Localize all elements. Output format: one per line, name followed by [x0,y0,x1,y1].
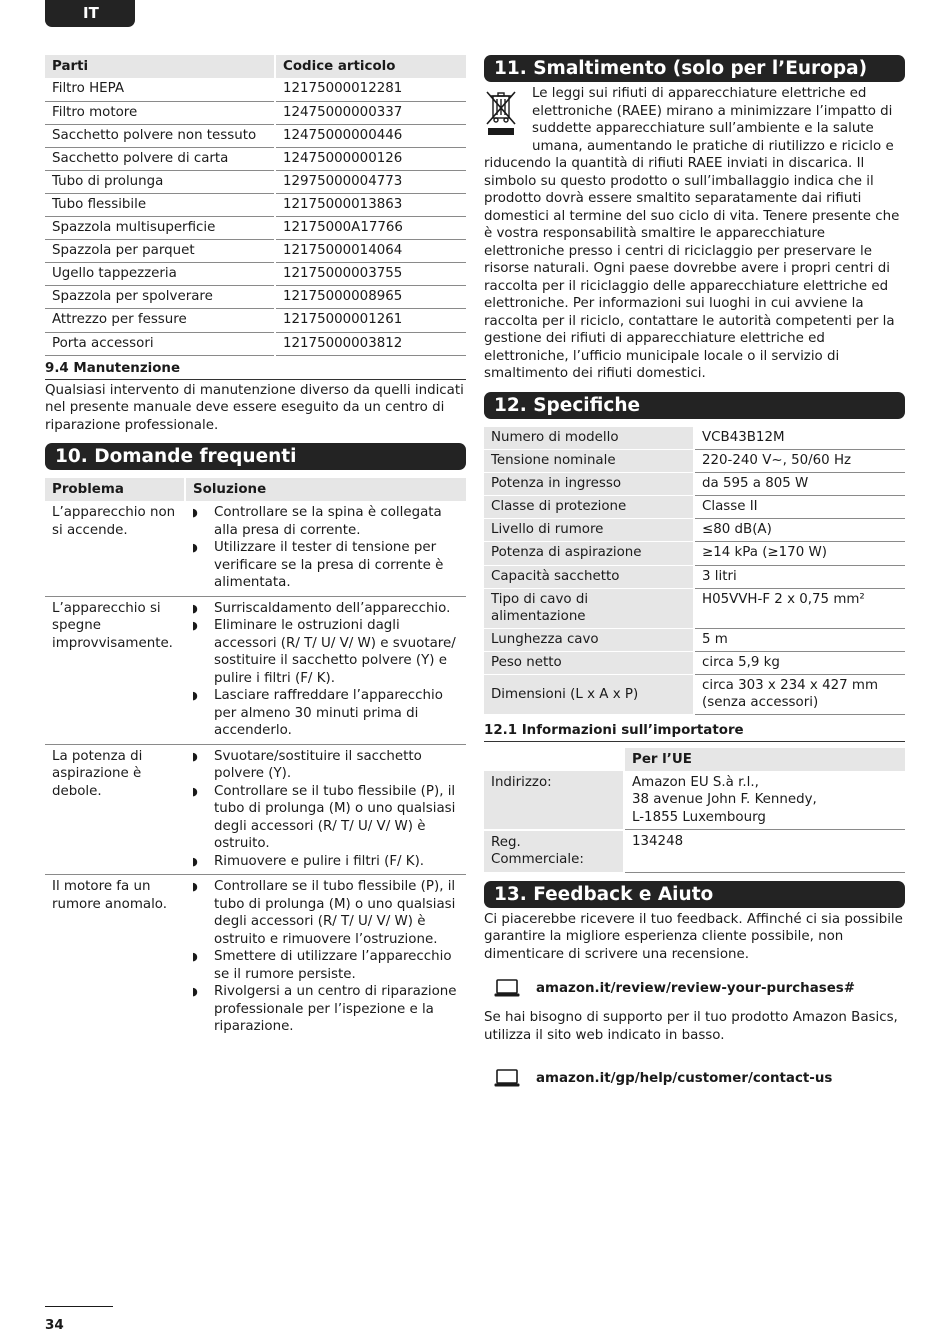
review-link-row[interactable] [494,978,905,998]
spec-value: circa 303 x 234 x 427 mm (senza accessori) [694,674,905,714]
part-name: Sacchetto polvere non tessuto [45,124,275,147]
faq-header-problem: Problema [45,478,185,501]
parts-table [45,55,466,356]
solution-item: ◗ Eliminare le ostruzioni dagli accessori (R/ T/ U/ V/ W) e svuotare/ sostituire il sacchetto polvere (Y) e pulire i filtri (F/ K). [192,617,459,687]
part-name: Filtro HEPA [45,78,275,101]
spec-label: Potenza in ingresso [484,473,694,496]
parts-row [45,124,466,147]
spec-row [484,427,905,450]
faq-row [45,875,466,1040]
spec-value: 220-240 V~, 50/60 Hz [694,450,905,473]
right-column [484,55,905,1088]
spec-label: Numero di modello [484,427,694,450]
part-name: Spazzola per parquet [45,240,275,263]
part-code: 12175000014064 [275,240,466,263]
support-link-row[interactable] [494,1068,905,1088]
spec-label: Dimensioni (L x A x P) [484,674,694,714]
importer-header-blank [484,748,624,771]
part-code: 12175000001261 [275,309,466,332]
part-name: Spazzola per spolverare [45,286,275,309]
spec-value: H05VVH-F 2 x 0,75 mm² [694,588,905,628]
part-name: Sacchetto polvere di carta [45,147,275,170]
page-number: 34 [45,1317,64,1333]
part-code: 12475000000446 [275,124,466,147]
language-tab: IT [45,0,135,27]
spec-label: Tipo di cavo di alimentazione [484,588,694,628]
spec-row [484,651,905,674]
solution-item: ◗ Controllare se il tubo flessibile (P), il tubo di prolunga (M) o uno qualsiasi degli accessori (R/ T/ U/ V/ W) è ostruito. [192,783,459,853]
part-name: Ugello tappezzeria [45,263,275,286]
spec-value: da 595 a 805 W [694,473,905,496]
spec-value: Classe II [694,496,905,519]
faq-row [45,744,466,875]
faq-header-solution: Soluzione [185,478,466,501]
maintenance-heading: 9.4 Manutenzione [45,359,466,380]
importer-address-label: Indirizzo: [484,771,624,830]
part-name: Filtro motore [45,101,275,124]
spec-value: 5 m [694,628,905,651]
solution-item: ◗ Svuotare/sostituire il sacchetto polvere (Y). [192,748,459,783]
solution-item: ◗ Surriscaldamento dell’apparecchio. [192,600,459,618]
spec-label: Capacità sacchetto [484,565,694,588]
solution-list [192,878,459,1036]
part-code: 12975000004773 [275,170,466,193]
spec-row [484,473,905,496]
parts-row [45,217,466,240]
solution-item: ◗ Utilizzare il tester di tensione per verificare se la presa di corrente è alimentata. [192,539,459,592]
address-line: L-1855 Luxembourg [632,809,766,825]
faq-solution [185,744,466,875]
spec-row [484,674,905,714]
part-name: Tubo di prolunga [45,170,275,193]
parts-header-part: Parti [45,55,275,78]
disposal-text: Le leggi sui rifiuti di apparecchiature elettriche ed elettroniche (RAEE) mirano a minimizzare l’impatto di suddette apparecchiature sull’ambiente e la salute umana, aumentando le pratiche di riutilizzo e riciclo e riducendo la quantità di rifiuti RAEE inviati in discarica. Il simbolo su questo prodotto o sull’imballaggio indica che il prodotto dovrà essere smaltito separatamente dai rifiuti domestici al termine del suo ciclo di vita. Tenere presente che è vostra responsabilità smaltire le apparecchiature elettroniche presso i centri di riciclaggio per preservare le risorse naturali. Ogni paese dovrebbe avere i propri centri di raccolta per il riciclaggio delle apparecchiature elettriche ed elettroniche. Per informazioni sui luoghi in cui avviene la raccolta per il riciclo, contattare le autorità competenti per la gestione dei rifiuti di apparecchiature elettriche ed elettroniche, l’ufficio municipale locale o il servizio di smaltimento dei rifiuti domestici. [484,86,900,381]
spec-label: Livello di rumore [484,519,694,542]
parts-row [45,309,466,332]
spec-label: Tensione nominale [484,450,694,473]
spec-row [484,450,905,473]
spec-row [484,496,905,519]
faq-row [45,596,466,744]
spec-row [484,519,905,542]
parts-row [45,240,466,263]
maintenance-text: Qualsiasi intervento di manutenzione diverso da quelli indicati nel presente manuale deve essere eseguito da un centro di riparazione professionale. [45,382,464,433]
part-code: 12175000008965 [275,286,466,309]
parts-header-code: Codice articolo [275,55,466,78]
parts-row [45,193,466,216]
importer-reg-row [484,830,905,873]
faq-problem: La potenza di aspirazione è debole. [45,744,185,875]
part-name: Tubo flessibile [45,193,275,216]
parts-row [45,101,466,124]
laptop-icon [494,1068,520,1088]
solution-list [192,600,459,740]
part-code: 12175000003755 [275,263,466,286]
spec-row [484,588,905,628]
faq-problem: L’apparecchio si spegne improvvisamente. [45,596,185,744]
laptop-icon [494,978,520,998]
parts-row [45,170,466,193]
solution-item: ◗ Rimuovere e pulire i filtri (F/ K). [192,853,459,871]
footer-divider [45,1306,113,1307]
spec-row [484,565,905,588]
part-code: 12475000000337 [275,101,466,124]
solution-item: ◗ Controllare se la spina è collegata alla presa di corrente. [192,504,459,539]
spec-label: Peso netto [484,651,694,674]
faq-solution [185,501,466,596]
spec-label: Potenza di aspirazione [484,542,694,565]
importer-reg-value: 134248 [624,830,905,873]
left-column [45,55,466,1040]
specs-table [484,427,905,715]
part-name: Porta accessori [45,332,275,355]
faq-solution [185,875,466,1040]
importer-address-row [484,771,905,830]
weee-crossed-bin-icon [484,85,532,141]
address-line: 38 avenue John F. Kennedy, [632,792,817,808]
solution-item: ◗ Rivolgersi a un centro di riparazione professionale per l’ispezione e la riparazione. [192,983,459,1036]
spec-value: 3 litri [694,565,905,588]
solution-item: ◗ Smettere di utilizzare l’apparecchio se il rumore persiste. [192,948,459,983]
parts-row [45,332,466,355]
parts-row [45,147,466,170]
faq-row [45,501,466,596]
review-link[interactable]: amazon.it/review/review-your-purchases# [536,980,855,996]
spec-row [484,628,905,651]
part-name: Attrezzo per fessure [45,309,275,332]
part-code: 12175000003812 [275,332,466,355]
solution-item: ◗ Lasciare raffreddare l’apparecchio per almeno 30 minuti prima di accenderlo. [192,687,459,740]
spec-value: ≤80 dB(A) [694,519,905,542]
importer-table [484,748,905,874]
faq-problem: Il motore fa un rumore anomalo. [52,879,168,912]
part-name: Spazzola multisuperficie [45,217,275,240]
spec-row [484,542,905,565]
parts-row [45,286,466,309]
feedback-text: Ci piacerebbe ricevere il tuo feedback. Affinché ci sia possibile garantire la migliore esperienza cliente possibile, non dimenticare di scrivere una recensione. [484,911,903,962]
spec-label: Classe di protezione [484,496,694,519]
spec-value: circa 5,9 kg [694,651,905,674]
part-code: 12175000A17766 [275,217,466,240]
part-code: 12175000013863 [275,193,466,216]
disposal-block [484,85,905,383]
importer-header-eu: Per l’UE [624,748,905,771]
solution-list [192,748,459,871]
faq-problem: L’apparecchio non si accende. [45,501,185,596]
part-code: 12475000000126 [275,147,466,170]
faq-solution [185,596,466,744]
importer-reg-label: Reg. Commerciale: [484,830,624,873]
importer-heading: 12.1 Informazioni sull’importatore [484,721,905,742]
solution-list [192,504,459,592]
spec-value: VCB43B12M [694,427,905,450]
spec-label: Lunghezza cavo [484,628,694,651]
solution-item: ◗ Controllare se il tubo flessibile (P), il tubo di prolunga (M) o uno qualsiasi degli accessori (R/ T/ U/ V/ W) è ostruito e rimuovere l’ostruzione. [192,878,459,948]
specs-heading: 12. Specifiche [484,392,905,419]
feedback-heading: 13. Feedback e Aiuto [484,881,905,908]
faq-heading: 10. Domande frequenti [45,443,466,470]
spec-value: ≥14 kPa (≥170 W) [694,542,905,565]
support-link[interactable]: amazon.it/gp/help/customer/contact-us [536,1070,833,1086]
address-line: Amazon EU S.à r.l., [632,774,759,790]
disposal-heading: 11. Smaltimento (solo per l’Europa) [484,55,905,82]
part-code: 12175000012281 [275,78,466,101]
support-text: Se hai bisogno di supporto per il tuo prodotto Amazon Basics, utilizza il sito web indicato in basso. [484,1010,898,1043]
parts-row [45,263,466,286]
parts-row [45,78,466,101]
importer-address-value [624,771,905,830]
faq-table [45,478,466,1040]
